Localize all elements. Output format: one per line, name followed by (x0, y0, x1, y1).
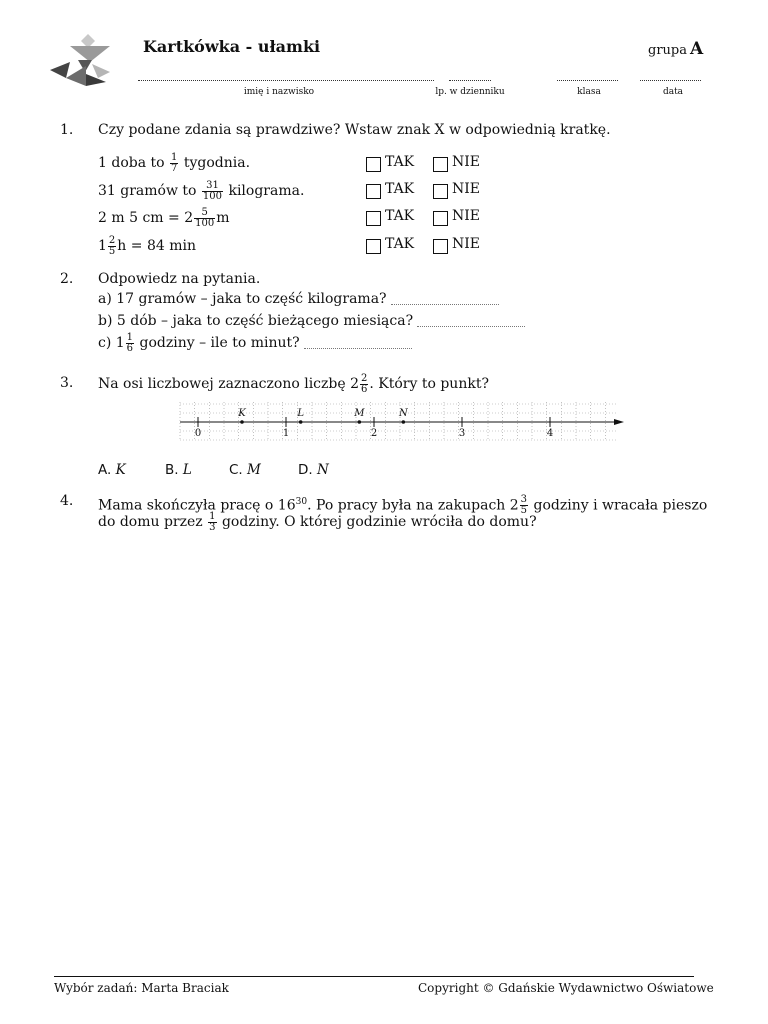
q3-choice-b[interactable]: B. L (165, 462, 192, 478)
point-label-L: L (297, 408, 304, 419)
q1-row1-yes-label: TAK (385, 154, 415, 170)
point-K (240, 420, 244, 424)
question-1-prompt: Czy podane zdania są prawdziwe? Wstaw znak X w odpowiednią kratkę. (98, 122, 611, 138)
q3-choice-c[interactable]: C. M (229, 462, 261, 478)
q3-choice-d[interactable]: D. N (298, 462, 329, 478)
q1-row2-yes-checkbox[interactable] (366, 184, 381, 199)
q1-row4-no-label: NIE (452, 236, 480, 252)
date-field-label: data (662, 87, 684, 97)
q1-statement-4: 1 $\frac{2}{5}$ h = 84 min (98, 234, 196, 257)
q1-row4-no-checkbox[interactable] (433, 239, 448, 254)
class-field-line[interactable] (557, 80, 618, 81)
date-field-line[interactable] (640, 80, 701, 81)
q3-choice-a[interactable]: A. K (98, 462, 126, 478)
question-1-number: 1. (60, 122, 74, 138)
q1-row4-yes-label: TAK (385, 236, 415, 252)
q2-part-a-answer-line[interactable] (391, 304, 499, 305)
q2-part-a: a) 17 gramów – jaka to część kilograma? (98, 291, 499, 307)
q1-statement-1: 1 doba to $\frac{1}{7}$ tygodnia. (98, 151, 251, 174)
tick-label-3: 3 (458, 428, 466, 439)
point-label-N: N (398, 408, 408, 419)
group-indicator (648, 39, 703, 59)
question-4-number: 4. (60, 493, 74, 509)
point-M (358, 420, 362, 424)
question-2-number: 2. (60, 271, 74, 287)
question-2-prompt: Odpowiedz na pytania. (98, 271, 261, 287)
tick-label-0: 0 (194, 428, 202, 439)
q1-row3-yes-checkbox[interactable] (366, 211, 381, 226)
q1-row2-no-label: NIE (452, 181, 480, 197)
q1-row3-no-label: NIE (452, 208, 480, 224)
name-field-label: imię i nazwisko (243, 87, 315, 97)
question-4-line-1: Mama skończyła pracę o $16^{30}$. Po pracy była na zakupach 2 $\frac{3}{5}$ godziny i wracała pieszo (98, 494, 708, 517)
question-3-number: 3. (60, 375, 74, 391)
question-4-line-2: do domu przez $\frac{1}{3}$ godziny. O której godzinie wróciła do domu? (98, 510, 537, 533)
class-field-label: klasa (577, 87, 601, 97)
point-label-K: K (238, 408, 246, 419)
q1-row2-no-checkbox[interactable] (433, 184, 448, 199)
q1-statement-3: 2 m 5 cm = 2 $\frac{5}{100}$ m (98, 206, 230, 229)
q1-row2-yes-label: TAK (385, 181, 415, 197)
q1-row1-yes-checkbox[interactable] (366, 157, 381, 172)
q2-part-b-answer-line[interactable] (417, 326, 525, 327)
footer-divider (54, 976, 694, 977)
register-number-field-label: lp. w dzienniku (435, 87, 505, 97)
tick-label-1: 1 (282, 428, 290, 439)
q2-part-c: c) 1 $\frac{1}{6}$ godziny – ile to minut? (98, 332, 412, 354)
name-field-line[interactable] (138, 80, 434, 81)
q1-row1-no-checkbox[interactable] (433, 157, 448, 172)
tick-label-4: 4 (546, 428, 554, 439)
worksheet-title: Kartkówka - ułamki (143, 37, 321, 56)
question-3-prompt: Na osi liczbowej zaznaczono liczbę 2 $\frac{2}{6}$ . Który to punkt? (98, 372, 489, 395)
q2-part-c-answer-line[interactable] (304, 348, 412, 349)
footer-author: Wybór zadań: Marta Braciak (54, 981, 229, 995)
number-line (178, 400, 626, 444)
point-label-M: M (354, 408, 365, 419)
q2-part-b: b) 5 dób – jaka to część bieżącego miesiąca? (98, 313, 525, 329)
group-label: grupa (648, 43, 687, 58)
tick-label-2: 2 (370, 428, 378, 439)
register-number-field-line[interactable] (449, 80, 491, 81)
q1-row1-no-label: NIE (452, 154, 480, 170)
q1-row4-yes-checkbox[interactable] (366, 239, 381, 254)
q1-row3-yes-label: TAK (385, 208, 415, 224)
point-N (402, 420, 406, 424)
publisher-logo (48, 34, 114, 90)
q1-statement-2: 31 gramów to $\frac{31}{100}$ kilograma. (98, 179, 305, 202)
footer-copyright: Copyright © Gdańskie Wydawnictwo Oświatowe (418, 981, 714, 995)
point-L (299, 420, 303, 424)
group-letter: A (689, 39, 704, 59)
q1-row3-no-checkbox[interactable] (433, 211, 448, 226)
axis-arrow (614, 419, 624, 425)
